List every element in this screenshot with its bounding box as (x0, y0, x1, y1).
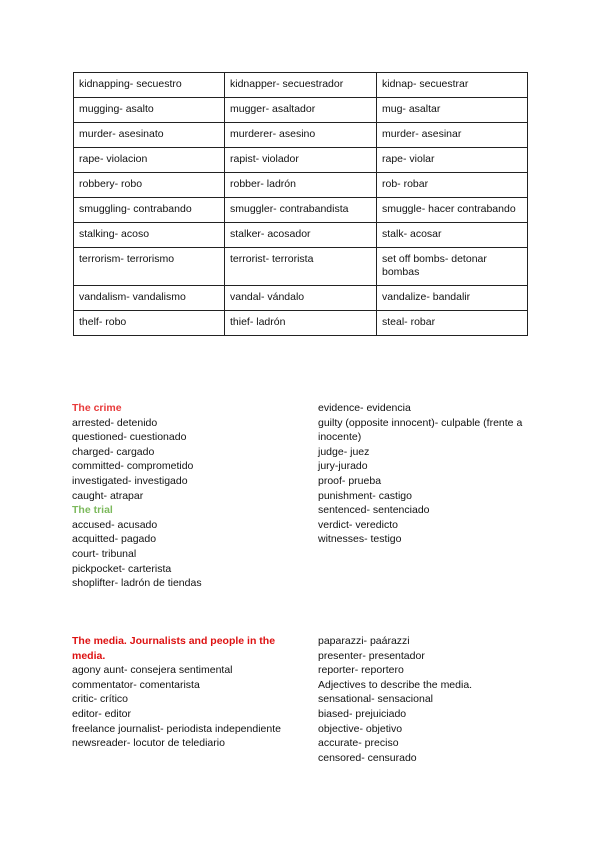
list-item: jury-jurado (318, 460, 368, 473)
media-terms-list (318, 634, 530, 765)
table-cell: robbery- robo (74, 173, 225, 198)
table-row (74, 286, 528, 311)
table-cell: murder- asesinato (74, 123, 225, 148)
table-cell: rapist- violador (225, 148, 377, 173)
list-item: questioned- cuestionado (72, 431, 187, 444)
list-item: arrested- detenido (72, 416, 158, 429)
list-item: objective- objetivo (318, 722, 403, 735)
table-cell: stalker- acosador (225, 223, 377, 248)
table-cell: rape- violar (377, 148, 528, 173)
list-item: biased- prejuiciado (318, 707, 407, 720)
table-cell: thelf- robo (74, 311, 225, 336)
list-item: sentenced- sentenciado (318, 504, 430, 517)
table-cell: mugger- asaltador (225, 98, 377, 123)
table-cell: kidnapping- secuestro (74, 73, 225, 98)
table-cell: smuggling- contrabando (74, 198, 225, 223)
table-cell: murder- asesinar (377, 123, 528, 148)
list-item: guilty (opposite innocent)- culpable (frente a inocente) (318, 416, 523, 444)
list-item: critic- crítico (72, 693, 128, 706)
table-cell: kidnap- secuestrar (377, 73, 528, 98)
table-row (74, 248, 528, 286)
table-cell: stalking- acoso (74, 223, 225, 248)
table-row (74, 223, 528, 248)
list-item: freelance journalist- periodista independiente (72, 722, 281, 735)
legal-list (318, 401, 530, 547)
list-item: committed- comprometido (72, 460, 194, 473)
list-item: punishment- castigo (318, 489, 412, 502)
table-cell: thief- ladrón (225, 311, 377, 336)
table-row (74, 98, 528, 123)
table-cell: robber- ladrón (225, 173, 377, 198)
table-cell: rob- robar (377, 173, 528, 198)
list-item: censored- censurado (318, 751, 417, 764)
table-row (74, 198, 528, 223)
list-item: accurate- preciso (318, 737, 399, 750)
crime-trial-column (72, 401, 302, 591)
list-item: shoplifter- ladrón de tiendas (72, 577, 202, 590)
media-column (72, 634, 284, 751)
trial-list (72, 518, 302, 591)
table-cell: murderer- asesino (225, 123, 377, 148)
table-row (74, 123, 528, 148)
list-item: editor- editor (72, 707, 131, 720)
table-cell: vandal- vándalo (225, 286, 377, 311)
list-item: reporter- reportero (318, 664, 404, 677)
table-cell: mugging- asalto (74, 98, 225, 123)
crime-list (72, 416, 302, 504)
table-cell: steal- robar (377, 311, 528, 336)
table-cell: smuggle- hacer contrabando (377, 198, 528, 223)
list-item: pickpocket- carterista (72, 562, 172, 575)
list-item: presenter- presentador (318, 649, 425, 662)
list-item: charged- cargado (72, 445, 155, 458)
list-item: Adjectives to describe the media. (318, 678, 473, 691)
legal-terms-column (318, 401, 530, 547)
crime-heading: The crime (72, 402, 122, 414)
list-item: court- tribunal (72, 547, 137, 560)
table-row (74, 311, 528, 336)
list-item: caught- atrapar (72, 489, 144, 502)
list-item: proof- prueba (318, 474, 382, 487)
list-item: verdict- veredicto (318, 518, 398, 531)
table-cell: set off bombs- detonar bombas (377, 248, 528, 286)
list-item: commentator- comentarista (72, 678, 200, 691)
media-terms-column (318, 634, 530, 765)
table-row (74, 73, 528, 98)
list-item: accused- acusado (72, 518, 158, 531)
list-item: investigated- investigado (72, 474, 188, 487)
table-cell: smuggler- contrabandista (225, 198, 377, 223)
list-item: witnesses- testigo (318, 533, 402, 546)
media-list (72, 663, 284, 751)
crime-vocabulary-table (73, 72, 528, 336)
media-heading: The media. Journalists and people in the media. (72, 635, 276, 662)
table-row (74, 173, 528, 198)
table-cell: vandalism- vandalismo (74, 286, 225, 311)
list-item: newsreader- locutor de telediario (72, 737, 225, 750)
table-cell: stalk- acosar (377, 223, 528, 248)
list-item: acquitted- pagado (72, 533, 157, 546)
list-item: agony aunt- consejera sentimental (72, 664, 233, 677)
list-item: paparazzi- paárazzi (318, 635, 410, 647)
table-cell: terrorism- terrorismo (74, 248, 225, 286)
table-cell: mug- asaltar (377, 98, 528, 123)
list-item: sensational- sensacional (318, 693, 433, 706)
trial-heading: The trial (72, 504, 113, 517)
table-row (74, 148, 528, 173)
table-cell: vandalize- bandalir (377, 286, 528, 311)
table-cell: rape- violacion (74, 148, 225, 173)
table-cell: kidnapper- secuestrador (225, 73, 377, 98)
list-item: evidence- evidencia (318, 402, 411, 414)
list-item: judge- juez (318, 445, 370, 458)
table-cell: terrorist- terrorista (225, 248, 377, 286)
